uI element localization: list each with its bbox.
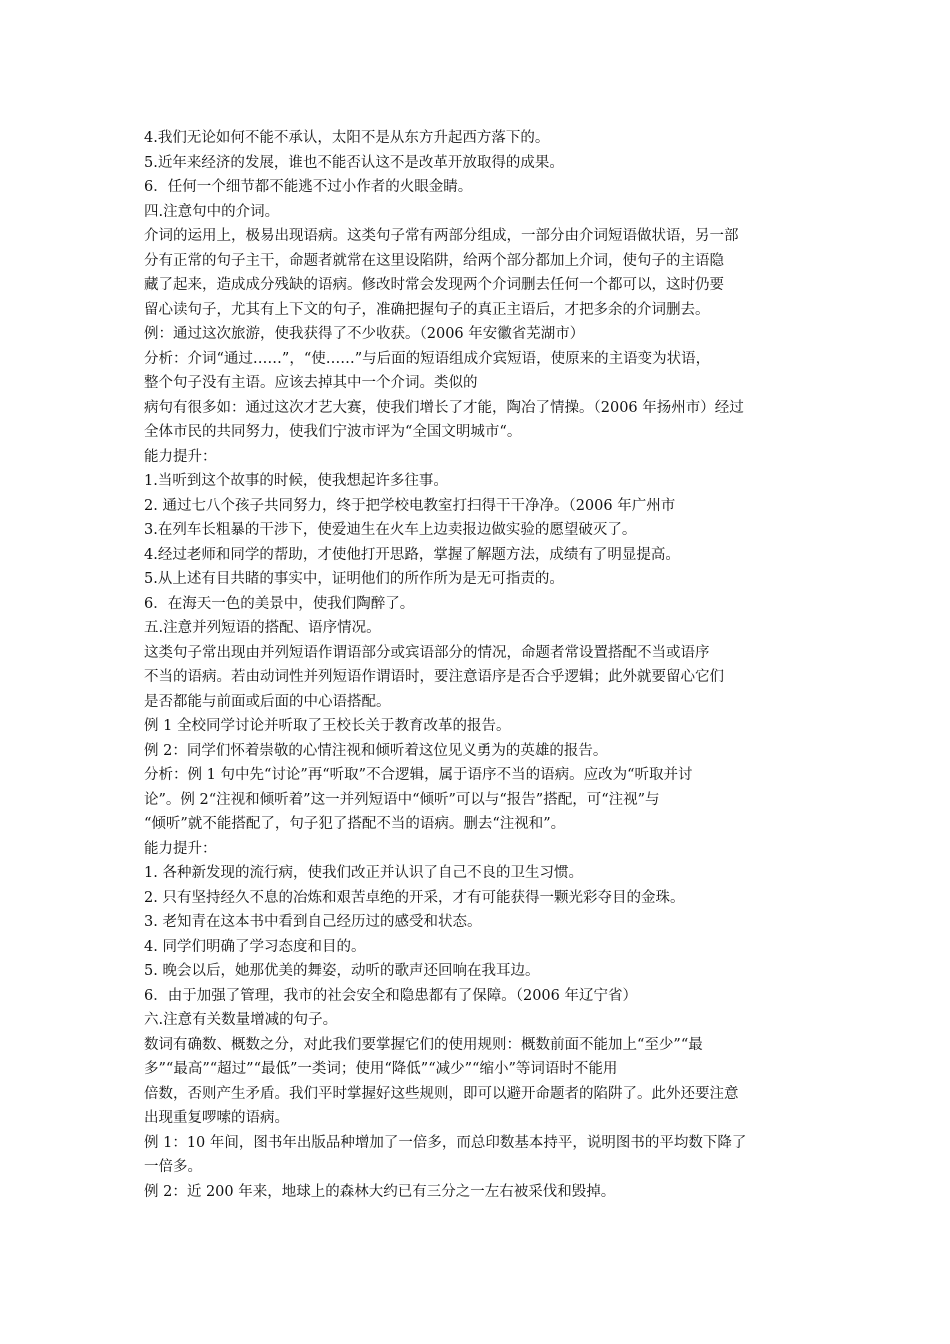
section-heading: 六.注意有关数量增减的句子。 (144, 1012, 338, 1028)
exercise-item: 6．在海天一色的美景中，使我们陶醉了。 (144, 595, 415, 612)
text-line: 整个句子没有主语。应该去掉其中一个介词。类似的 (144, 375, 478, 391)
text-line: 5.近年来经济的发展，谁也不能否认这不是改革开放取得的成果。 (144, 154, 564, 171)
text-line: 病句有很多如：通过这次才艺大赛，使我们增长了才能，陶冶了情操。（2006 年扬州市）经过 (144, 399, 744, 416)
text-line: 6．任何一个细节都不能逃不过小作者的火眼金睛。 (144, 179, 473, 195)
subheading: 能力提升： (144, 840, 217, 857)
exercise-item: 4. 同学们明确了学习态度和目的。 (144, 938, 366, 955)
text-line: 出现重复啰嗦的语病。 (144, 1110, 289, 1126)
text-line: “倾听”就不能搭配了，句子犯了搭配不当的语病。删去“注视和”。 (144, 816, 566, 832)
text-line: 数词有确数、概数之分，对此我们要掌握它们的使用规则：概数前面不能加上“至少”“最 (144, 1036, 703, 1053)
text-line: 多”“最高”“超过”“最低”一类词；使用“降低”“减少”“缩小”等词语时不能用 (144, 1061, 618, 1077)
text-line: 一倍多。 (144, 1159, 202, 1175)
text-line: 藏了起来，造成成分残缺的语病。修改时常会发现两个介词删去任何一个都可以，这时仍要 (144, 277, 724, 293)
text-line: 分有正常的句子主干，命题者就常在这里设陷阱，给两个部分都加上介词，使句子的主语隐 (144, 252, 724, 269)
text-line: 是否都能与前面或后面的中心语搭配。 (144, 693, 391, 710)
exercise-item: 5.从上述有目共睹的事实中，证明他们的所作所为是无可指责的。 (144, 571, 564, 587)
exercise-item: 4.经过老师和同学的帮助，才使他打开思路，掌握了解题方法，成绩有了明显提高。 (144, 546, 680, 563)
text-line: 分析：例 1 句中先“讨论”再“听取”不合逻辑，属于语序不当的语病。应改为“听取并讨 (144, 767, 693, 783)
subheading: 能力提升： (144, 448, 217, 465)
example-line: 例 2：同学们怀着崇敬的心情注视和倾听着这位见义勇为的英雄的报告。 (144, 742, 608, 759)
exercise-item: 6．由于加强了管理，我市的社会安全和隐患都有了保障。（2006 年辽宁省） (144, 987, 637, 1004)
exercise-item: 1.当听到这个故事的时候，使我想起许多往事。 (144, 473, 448, 489)
text-line: 论”。例 2“注视和倾听着”这一并列短语中“倾听”可以与“报告”搭配，可“注视”与 (144, 791, 660, 808)
exercise-item: 3. 老知青在这本书中看到自己经历过的感受和状态。 (144, 914, 482, 930)
text-line: 分析：介词“通过……”，“使……”与后面的短语组成介宾短语，使原来的主语变为状语， (144, 350, 711, 367)
section-heading: 四.注意句中的介词。 (144, 203, 280, 220)
text-line: 倍数，否则产生矛盾。我们平时掌握好这些规则，即可以避开命题者的陷阱了。此外还要注意 (144, 1085, 739, 1102)
exercise-item: 3.在列车长粗暴的干涉下，使爱迪生在火车上边卖报边做实验的愿望破灭了。 (144, 522, 637, 538)
example-line: 例 2：近 200 年来，地球上的森林大约已有三分之一左右被采伐和毁掉。 (144, 1183, 616, 1200)
exercise-item: 1. 各种新发现的流行病，使我们改正并认识了自己不良的卫生习惯。 (144, 865, 583, 881)
text-line: 介词的运用上，极易出现语病。这类句子常有两部分组成，一部分由介词短语做状语，另一部 (144, 228, 739, 244)
document-page (144, 126, 812, 1204)
example-line: 例 1：10 年间，图书年出版品种增加了一倍多，而总印数基本持平，说明图书的平均数下降了 (144, 1134, 747, 1151)
example-line: 例 1 全校同学讨论并听取了王校长关于教育改革的报告。 (144, 718, 511, 734)
text-line: 4.我们无论如何不能不承认，太阳不是从东方升起西方落下的。 (144, 130, 550, 146)
text-line: 全体市民的共同努力，使我们宁波市评为“全国文明城市“。 (144, 424, 522, 440)
text-line: 留心读句子，尤其有上下文的句子，准确把握句子的真正主语后，才把多余的介词删去。 (144, 301, 710, 318)
text-line: 不当的语病。若由动词性并列短语作谓语时，要注意语序是否合乎逻辑；此外就要留心它们 (144, 669, 724, 685)
exercise-item: 2. 通过七八个孩子共同努力，终于把学校电教室打扫得干干净净。（2006 年广州市 (144, 497, 676, 514)
exercise-item: 5. 晚会以后，她那优美的舞姿，动听的歌声还回响在我耳边。 (144, 963, 540, 979)
exercise-item: 2. 只有坚持经久不息的冶炼和艰苦卓绝的开采，才有可能获得一颗光彩夺目的金珠。 (144, 889, 685, 906)
text-line: 这类句子常出现由并列短语作谓语部分或宾语部分的情况，命题者常设置搭配不当或语序 (144, 644, 710, 661)
example-line: 例：通过这次旅游，使我获得了不少收获。（2006 年安徽省芜湖市） (144, 326, 585, 342)
section-heading: 五.注意并列短语的搭配、语序情况。 (144, 620, 381, 636)
